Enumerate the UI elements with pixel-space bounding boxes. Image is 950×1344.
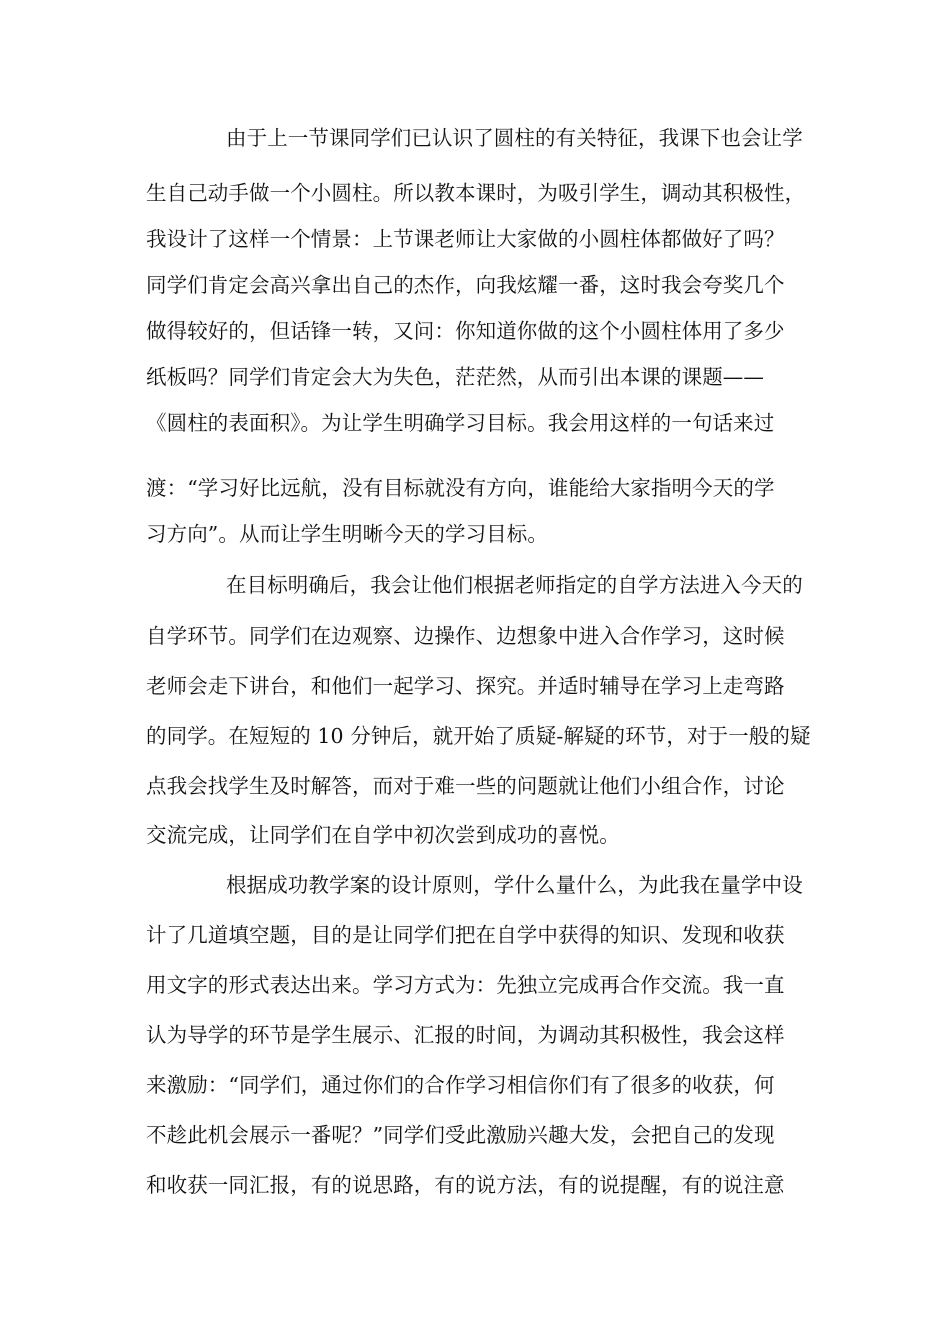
text-line: 的同学。在短短的 10 分钟后，就开始了质疑-解疑的环节，对于一般的疑 bbox=[146, 724, 811, 748]
text-line: 渡：“学习好比远航，没有目标就没有方向，谁能给大家指明今天的学 bbox=[146, 476, 775, 500]
text-line: 《圆柱的表面积》。为让学生明确学习目标。我会用这样的一句话来过 bbox=[146, 411, 775, 435]
text-line: 在目标明确后，我会让他们根据老师指定的自学方法进入今天的 bbox=[226, 573, 803, 597]
text-line: 和收获一同汇报，有的说思路，有的说方法，有的说提醒，有的说注意 bbox=[146, 1173, 785, 1197]
text-line: 生自己动手做一个小圆柱。所以教本课时，为吸引学生，调动其积极性， bbox=[146, 181, 806, 205]
text-line: 交流完成，让同学们在自学中初次尝到成功的喜悦。 bbox=[146, 823, 620, 847]
text-line: 由于上一节课同学们已认识了圆柱的有关特征，我课下也会让学 bbox=[226, 126, 803, 150]
text-line: 认为导学的环节是学生展示、汇报的时间，为调动其积极性，我会这样 bbox=[146, 1023, 785, 1047]
text-line: 用文字的形式表达出来。学习方式为：先独立完成再合作交流。我一直 bbox=[146, 973, 785, 997]
text-line: 同学们肯定会高兴拿出自己的杰作，向我炫耀一番，这时我会夸奖几个 bbox=[146, 273, 785, 297]
text-line: 点我会找学生及时解答，而对于难一些的问题就让他们小组合作，讨论 bbox=[146, 774, 785, 798]
text-line: 自学环节。同学们在边观察、边操作、边想象中进入合作学习，这时候 bbox=[146, 624, 785, 648]
text-line: 纸板吗？同学们肯定会大为失色，茫茫然，从而引出本课的课题—— bbox=[146, 365, 764, 389]
text-line: 老师会走下讲台，和他们一起学习、探究。并适时辅导在学习上走弯路 bbox=[146, 674, 785, 698]
text-line: 做得较好的，但话锋一转，又问：你知道你做的这个小圆柱体用了多少 bbox=[146, 319, 785, 343]
text-line: 我设计了这样一个情景：上节课老师让大家做的小圆柱体都做好了吗？ bbox=[146, 227, 785, 251]
text-line: 根据成功教学案的设计原则，学什么量什么，为此我在量学中设 bbox=[226, 873, 803, 897]
text-line: 习方向”。从而让学生明晰今天的学习目标。 bbox=[146, 522, 548, 546]
text-line: 不趁此机会展示一番呢？”同学们受此激励兴趣大发，会把自己的发现 bbox=[146, 1123, 775, 1147]
text-line: 来激励：“同学们，通过你们的合作学习相信你们有了很多的收获，何 bbox=[146, 1073, 775, 1097]
text-line: 计了几道填空题，目的是让同学们把在自学中获得的知识、发现和收获 bbox=[146, 923, 785, 947]
